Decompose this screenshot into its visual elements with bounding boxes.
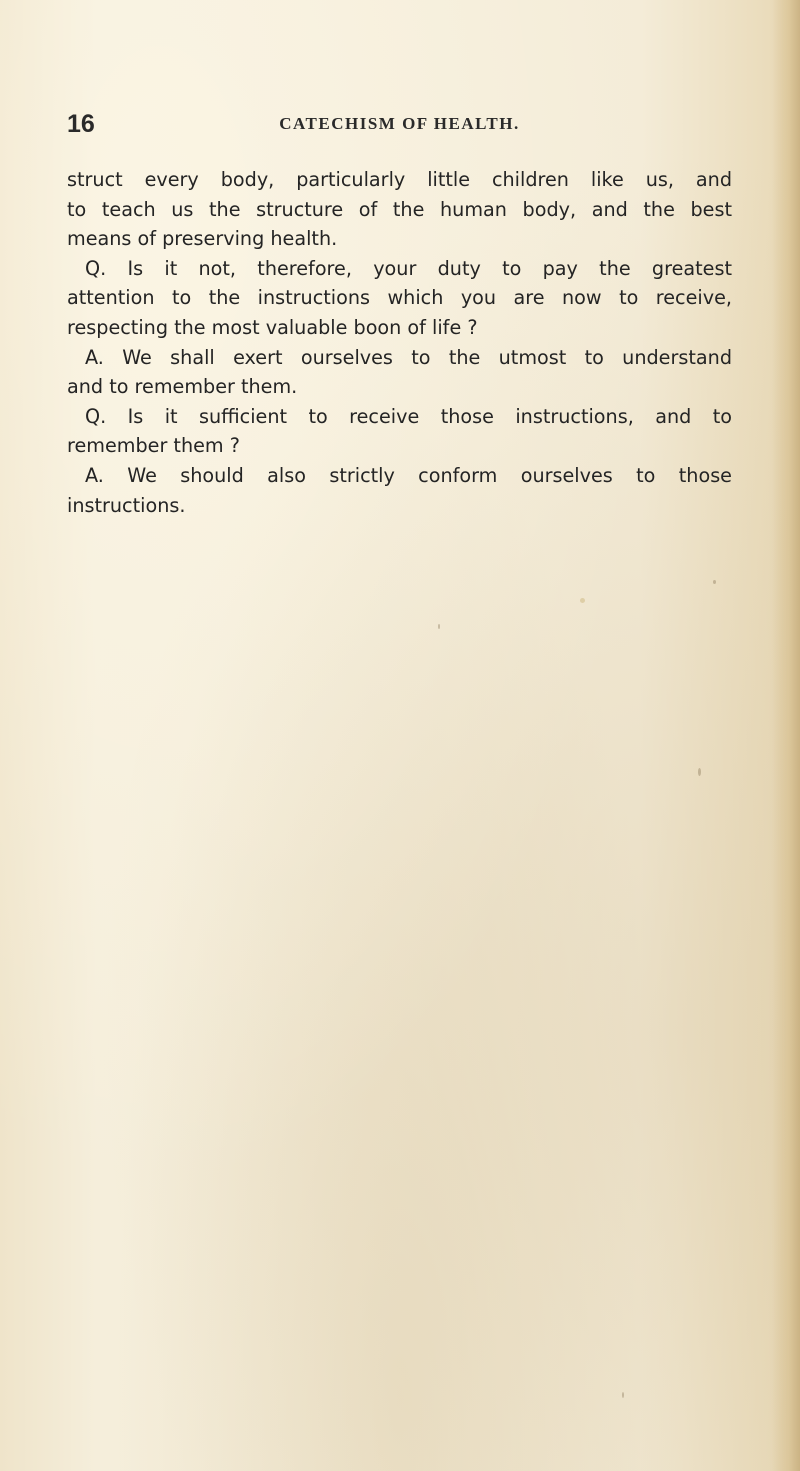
- paper-speck: [580, 598, 585, 603]
- answer-line: A. We should also strictly conform ourselves to those: [85, 463, 732, 487]
- question-line: Q. Is it sufficient to receive those instructions, and to: [85, 404, 732, 428]
- page-header: [67, 110, 732, 144]
- running-title: CATECHISM OF HEALTH.: [279, 114, 520, 133]
- text-line: attention to the instructions which you are now to receive,: [67, 286, 732, 310]
- body-text: [67, 165, 732, 520]
- paper-speck: [438, 624, 440, 629]
- text-line: to teach us the structure of the human body, and the best: [67, 197, 732, 221]
- text-line: and to remember them.: [67, 375, 298, 399]
- answer-line: A. We shall exert ourselves to the utmost to understand: [85, 345, 732, 369]
- text-line: instructions.: [67, 493, 186, 517]
- paper-speck: [622, 1392, 624, 1398]
- text-line: respecting the most valuable boon of life ?: [67, 315, 478, 339]
- paper-speck: [698, 768, 701, 776]
- text-line: struct every body, particularly little children like us, and: [67, 168, 732, 191]
- question-line: Q. Is it not, therefore, your duty to pay the greatest: [85, 256, 732, 280]
- page-edge-shading: [772, 0, 800, 1471]
- text-line: means of preserving health.: [67, 227, 338, 251]
- paper-speck: [713, 580, 716, 584]
- text-line: remember them ?: [67, 434, 240, 458]
- page-number: 16: [67, 110, 95, 138]
